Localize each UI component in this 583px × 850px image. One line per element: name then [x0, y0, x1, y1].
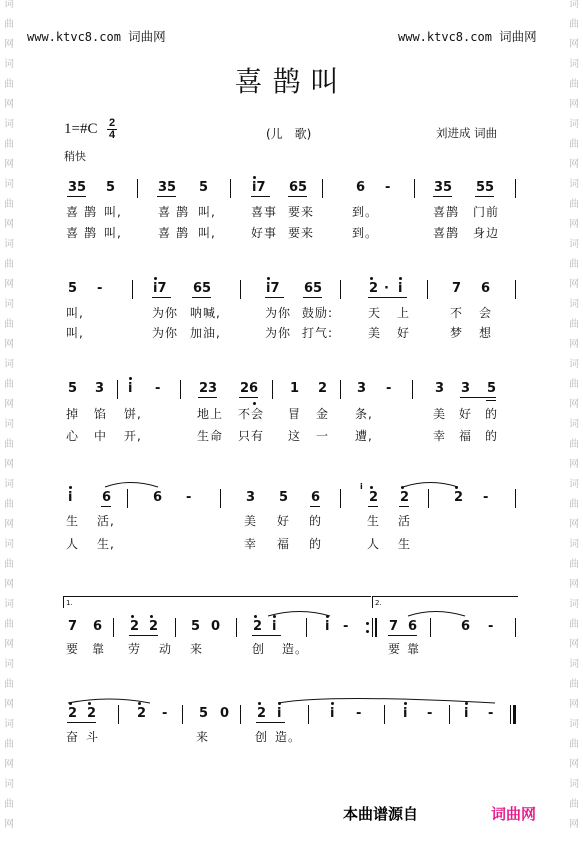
- watermark-glyph: 网: [569, 279, 579, 290]
- watermark-glyph: 网: [4, 159, 14, 170]
- watermark-glyph: 曲: [4, 259, 14, 270]
- lyric: 奋: [66, 730, 80, 744]
- lyric: 美: [368, 326, 382, 340]
- watermark-glyph: 网: [569, 699, 579, 710]
- watermark-glyph: 词: [4, 419, 14, 430]
- note-dash: -: [356, 706, 362, 721]
- lyric: 叫,: [66, 306, 84, 320]
- watermark-glyph: 曲: [569, 799, 579, 810]
- note: 2: [130, 619, 140, 634]
- lyric: 上: [397, 306, 411, 320]
- watermark-glyph: 曲: [569, 379, 579, 390]
- meter-top: 2: [108, 117, 116, 129]
- lyric: 生: [367, 514, 381, 528]
- note: 2: [369, 490, 379, 505]
- lyric: 活,: [97, 514, 115, 528]
- watermark-glyph: 网: [569, 639, 579, 650]
- lyric: 门前: [473, 205, 500, 219]
- lyric: 生: [66, 514, 80, 528]
- note: 6: [311, 490, 321, 505]
- lyric: 人: [367, 537, 381, 551]
- lyric: 幸: [244, 537, 258, 551]
- lyric: 叫,: [104, 205, 122, 219]
- octave-dot: [465, 702, 468, 705]
- watermark-glyph: 词: [569, 0, 579, 10]
- note-dash: -: [162, 706, 168, 721]
- octave-dot: [138, 702, 141, 705]
- beam-underline: [67, 722, 96, 723]
- lyric: 鼓励:: [302, 306, 334, 320]
- note-dash: -: [483, 490, 489, 505]
- note: 2: [68, 706, 78, 721]
- watermark-glyph: 曲: [569, 679, 579, 690]
- lyric: 呐喊,: [190, 306, 221, 320]
- note-dash: -: [385, 180, 391, 195]
- note: 5: [487, 381, 497, 396]
- lyric: 来: [196, 730, 210, 744]
- lyric: 美: [244, 514, 258, 528]
- note: i: [277, 706, 282, 721]
- watermark-glyph: 词: [569, 419, 579, 430]
- lyric: 地上: [197, 407, 224, 421]
- lyric: 生,: [97, 537, 115, 551]
- lyric: 为你: [265, 306, 292, 320]
- song-title: 喜鹊叫: [234, 65, 349, 98]
- lyric: 天: [368, 306, 382, 320]
- song-genre: (儿 歌): [266, 127, 312, 141]
- note: 7: [452, 281, 462, 296]
- bar-line: [308, 705, 309, 724]
- watermark-glyph: 词: [4, 659, 14, 670]
- lyric: 的: [485, 429, 499, 443]
- lyric: 叫,: [104, 226, 122, 240]
- watermark-glyph: 词: [569, 239, 579, 250]
- note: 5: [68, 281, 78, 296]
- note: 0: [220, 706, 230, 721]
- lyric: 创: [252, 642, 266, 656]
- lyric: 要来: [288, 226, 315, 240]
- lyric: 心: [66, 429, 80, 443]
- watermark-glyph: 网: [4, 519, 14, 530]
- final-bar-line-thick: [513, 705, 516, 724]
- note-dash: -: [386, 381, 392, 396]
- lyric: 中: [94, 429, 108, 443]
- lyric: 只有: [238, 429, 265, 443]
- watermark-glyph: 曲: [4, 559, 14, 570]
- watermark-glyph: 网: [569, 219, 579, 230]
- lyric: 遭,: [355, 429, 373, 443]
- note-dash: -: [97, 281, 103, 296]
- lyric: 为你: [152, 306, 179, 320]
- watermark-glyph: 网: [569, 459, 579, 470]
- lyric: 为你: [152, 326, 179, 340]
- note: i: [464, 706, 469, 721]
- note: 3: [95, 381, 105, 396]
- octave-dot: [278, 702, 281, 705]
- lyric: 想: [479, 326, 493, 340]
- note-group: i7: [153, 281, 167, 296]
- note: 6: [356, 180, 366, 195]
- note-group: 65: [193, 281, 212, 296]
- bar-line: [182, 705, 183, 724]
- watermark-glyph: 词: [569, 119, 579, 130]
- lyric: 叫,: [198, 205, 216, 219]
- watermark-glyph: 网: [4, 39, 14, 50]
- lyric: 要: [388, 642, 402, 656]
- watermark-glyph: 网: [569, 519, 579, 530]
- octave-dot: [258, 702, 261, 705]
- note: 2: [253, 619, 263, 634]
- octave-dot: [69, 702, 72, 705]
- lyric: 喜: [66, 205, 80, 219]
- note: 6: [102, 490, 112, 505]
- lyric: 条,: [355, 407, 373, 421]
- key-signature: 1=#C: [64, 121, 98, 137]
- watermark-glyph: 曲: [569, 19, 579, 30]
- watermark-glyph: 词: [4, 299, 14, 310]
- note-dash: -: [343, 619, 349, 634]
- lyric: 来: [190, 642, 204, 656]
- lyric: 福: [277, 537, 291, 551]
- note: 6: [408, 619, 418, 634]
- note-dash: -: [186, 490, 192, 505]
- note: 2: [318, 381, 328, 396]
- lyric: 喜: [66, 226, 80, 240]
- watermark-glyph: 网: [569, 99, 579, 110]
- watermark-glyph: 曲: [4, 799, 14, 810]
- note: 2: [400, 490, 410, 505]
- watermark-glyph: 词: [4, 0, 14, 10]
- lyric: 要来: [288, 205, 315, 219]
- note-group: 65: [289, 180, 308, 195]
- lyric: 叫,: [66, 326, 84, 340]
- watermark-glyph: 词: [569, 719, 579, 730]
- note-dash: -: [155, 381, 161, 396]
- watermark-glyph: 曲: [4, 739, 14, 750]
- note: 3: [435, 381, 445, 396]
- lyric: 动: [159, 642, 173, 656]
- watermark-glyph: 网: [569, 339, 579, 350]
- watermark-glyph: 曲: [4, 199, 14, 210]
- lyric: 鹊: [176, 226, 190, 240]
- beam-underline: [256, 722, 285, 723]
- watermark-glyph: 曲: [569, 139, 579, 150]
- lyric: 好: [459, 407, 473, 421]
- lyric: 鹊: [84, 205, 98, 219]
- bar-line: [384, 705, 385, 724]
- lyric: 打气:: [302, 326, 334, 340]
- note-dash: -: [488, 619, 494, 634]
- watermark-glyph: 曲: [4, 19, 14, 30]
- site-label-right: www.ktvc8.com 词曲网: [398, 29, 537, 44]
- lyric: 不会: [238, 407, 265, 421]
- note: 0: [211, 619, 221, 634]
- note: i: [128, 381, 133, 396]
- note: 3: [461, 381, 471, 396]
- lyric: 喜事: [251, 205, 278, 219]
- watermark-glyph: 网: [4, 399, 14, 410]
- note: 2: [149, 619, 159, 634]
- note: 6: [153, 490, 163, 505]
- lyric: 饼,: [124, 407, 142, 421]
- watermark-glyph: 曲: [4, 319, 14, 330]
- note-group: i7: [252, 180, 266, 195]
- watermark-glyph: 网: [569, 819, 579, 830]
- lyric: 到。: [352, 205, 379, 219]
- lyric: 好: [277, 514, 291, 528]
- lyric: 幸: [433, 429, 447, 443]
- lyric: 鹊: [84, 226, 98, 240]
- watermark-glyph: 曲: [569, 559, 579, 570]
- note-group: i7: [266, 281, 280, 296]
- lyric: 身边: [473, 226, 500, 240]
- note: 3: [357, 381, 367, 396]
- watermark-glyph: 词: [4, 779, 14, 790]
- lyric: 馅: [94, 407, 108, 421]
- lyric: 劳: [128, 642, 142, 656]
- note: i: [325, 619, 330, 634]
- watermark-glyph: 词: [4, 719, 14, 730]
- watermark-glyph: 词: [4, 179, 14, 190]
- grace-note: i: [360, 482, 363, 491]
- note: 5: [106, 180, 116, 195]
- note-group: 35: [434, 180, 453, 195]
- watermark-glyph: 网: [4, 339, 14, 350]
- lyric: 加油,: [190, 326, 221, 340]
- watermark-glyph: 曲: [569, 79, 579, 90]
- note: 1: [290, 381, 300, 396]
- lyric: 美: [433, 407, 447, 421]
- volta-label-2: 2.: [375, 599, 382, 607]
- note: 5: [279, 490, 289, 505]
- note: 5: [199, 180, 209, 195]
- watermark-glyph: 网: [569, 159, 579, 170]
- watermark-glyph: 网: [4, 99, 14, 110]
- octave-dot: [404, 702, 407, 705]
- note-dash: -: [488, 706, 494, 721]
- lyric: 靠: [407, 642, 421, 656]
- watermark-glyph: 网: [4, 279, 14, 290]
- lyric: 的: [485, 407, 499, 421]
- lyric: 的: [309, 514, 323, 528]
- note: 2: [257, 706, 267, 721]
- bar-line: [118, 705, 119, 724]
- watermark-glyph: 曲: [4, 379, 14, 390]
- site-label-left: www.ktvc8.com 词曲网: [27, 29, 166, 44]
- watermark-glyph: 网: [4, 579, 14, 590]
- note-group: 26: [240, 381, 259, 396]
- note: 5: [191, 619, 201, 634]
- tempo-marking: 稍快: [64, 150, 86, 163]
- watermark-glyph: 网: [4, 459, 14, 470]
- lyric: 梦: [450, 326, 464, 340]
- note: 6: [481, 281, 491, 296]
- watermark-glyph: 曲: [569, 739, 579, 750]
- watermark-glyph: 词: [569, 779, 579, 790]
- lyric: 喜鹊: [433, 205, 460, 219]
- watermark-glyph: 词: [569, 299, 579, 310]
- watermark-glyph: 词: [569, 659, 579, 670]
- watermark-glyph: 词: [4, 359, 14, 370]
- lyric: 冒: [288, 407, 302, 421]
- watermark-glyph: 网: [4, 639, 14, 650]
- octave-dot: [331, 702, 334, 705]
- watermark-glyph: 词: [4, 539, 14, 550]
- song-credit: 刘进成 词曲: [436, 126, 498, 140]
- note: 6: [93, 619, 103, 634]
- lyric: 会: [479, 306, 493, 320]
- watermark-glyph: 词: [569, 179, 579, 190]
- lyric: 开,: [124, 429, 142, 443]
- lyric: 这: [288, 429, 302, 443]
- note: 7: [389, 619, 399, 634]
- watermark-glyph: 曲: [569, 499, 579, 510]
- note: 2: [137, 706, 147, 721]
- watermark-glyph: 词: [4, 599, 14, 610]
- meter-bottom: 4: [108, 129, 116, 141]
- note-group: 65: [304, 281, 323, 296]
- watermark-glyph: 词: [4, 479, 14, 490]
- lyric: 喜: [158, 226, 172, 240]
- note: 5: [68, 381, 78, 396]
- lyric: 好事: [251, 226, 278, 240]
- lyric: 生命: [197, 429, 224, 443]
- lyric: 生: [398, 537, 412, 551]
- note-group: 23: [199, 381, 218, 396]
- lyric: 掉: [66, 407, 80, 421]
- lyric: 活: [398, 514, 412, 528]
- note: i: [403, 706, 408, 721]
- watermark-glyph: 网: [569, 39, 579, 50]
- watermark-glyph: 网: [4, 759, 14, 770]
- augmentation-dot: ·: [384, 281, 389, 296]
- lyric: 好: [397, 326, 411, 340]
- volta-label-1: 1.: [66, 599, 73, 607]
- source-label: 本曲谱源自: [343, 805, 419, 823]
- lyric: 造。: [282, 642, 309, 656]
- watermark-glyph: 网: [4, 819, 14, 830]
- lyric: 金: [316, 407, 330, 421]
- watermark-glyph: 词: [4, 119, 14, 130]
- watermark-glyph: 词: [569, 479, 579, 490]
- note: 3: [246, 490, 256, 505]
- watermark-glyph: 词: [569, 59, 579, 70]
- watermark-glyph: 词: [569, 599, 579, 610]
- watermark-glyph: 曲: [4, 499, 14, 510]
- watermark-glyph: 曲: [569, 199, 579, 210]
- watermark-glyph: 曲: [4, 679, 14, 690]
- note: i: [68, 490, 73, 505]
- lyric: 到。: [352, 226, 379, 240]
- note: i: [330, 706, 335, 721]
- lyric: 的: [309, 537, 323, 551]
- lyric: 要: [66, 642, 80, 656]
- lyric: 福: [459, 429, 473, 443]
- note: 7: [68, 619, 78, 634]
- lyric: 造。: [275, 730, 302, 744]
- watermark-glyph: 曲: [4, 79, 14, 90]
- lyric: 创: [255, 730, 269, 744]
- note: 2: [87, 706, 97, 721]
- watermark-glyph: 词: [569, 359, 579, 370]
- note: 2: [369, 281, 379, 296]
- watermark-glyph: 网: [569, 399, 579, 410]
- lyric: 叫,: [198, 226, 216, 240]
- note-group: 35: [68, 180, 87, 195]
- watermark-glyph: 曲: [569, 259, 579, 270]
- lyric: 斗: [86, 730, 100, 744]
- lyric: 鹊: [176, 205, 190, 219]
- watermark-glyph: 曲: [4, 139, 14, 150]
- watermark-glyph: 词: [4, 59, 14, 70]
- watermark-glyph: 网: [4, 219, 14, 230]
- bar-line: [240, 705, 241, 724]
- watermark-glyph: 网: [569, 759, 579, 770]
- watermark-glyph: 网: [569, 579, 579, 590]
- lyric: 喜鹊: [433, 226, 460, 240]
- note-group: 55: [476, 180, 495, 195]
- lyric: 一: [316, 429, 330, 443]
- watermark-glyph: 词: [4, 239, 14, 250]
- note: 2: [454, 490, 464, 505]
- note: 5: [199, 706, 209, 721]
- lyric: 为你: [265, 326, 292, 340]
- watermark-glyph: 曲: [4, 439, 14, 450]
- lyric: 靠: [92, 642, 106, 656]
- note-dash: -: [427, 706, 433, 721]
- note: i: [272, 619, 277, 634]
- note: 6: [461, 619, 471, 634]
- note: i: [398, 281, 403, 296]
- watermark-glyph: 曲: [4, 619, 14, 630]
- lyric: 人: [66, 537, 80, 551]
- note-group: 35: [158, 180, 177, 195]
- bar-line: [449, 705, 450, 724]
- watermark-glyph: 网: [4, 699, 14, 710]
- source-site-link[interactable]: 词曲网: [491, 805, 537, 823]
- watermark-glyph: 词: [569, 539, 579, 550]
- watermark-glyph: 曲: [569, 619, 579, 630]
- watermark-glyph: 曲: [569, 439, 579, 450]
- watermark-glyph: 曲: [569, 319, 579, 330]
- final-bar-line: [510, 705, 511, 724]
- lyric: 喜: [158, 205, 172, 219]
- octave-dot: [88, 702, 91, 705]
- lyric: 不: [450, 306, 464, 320]
